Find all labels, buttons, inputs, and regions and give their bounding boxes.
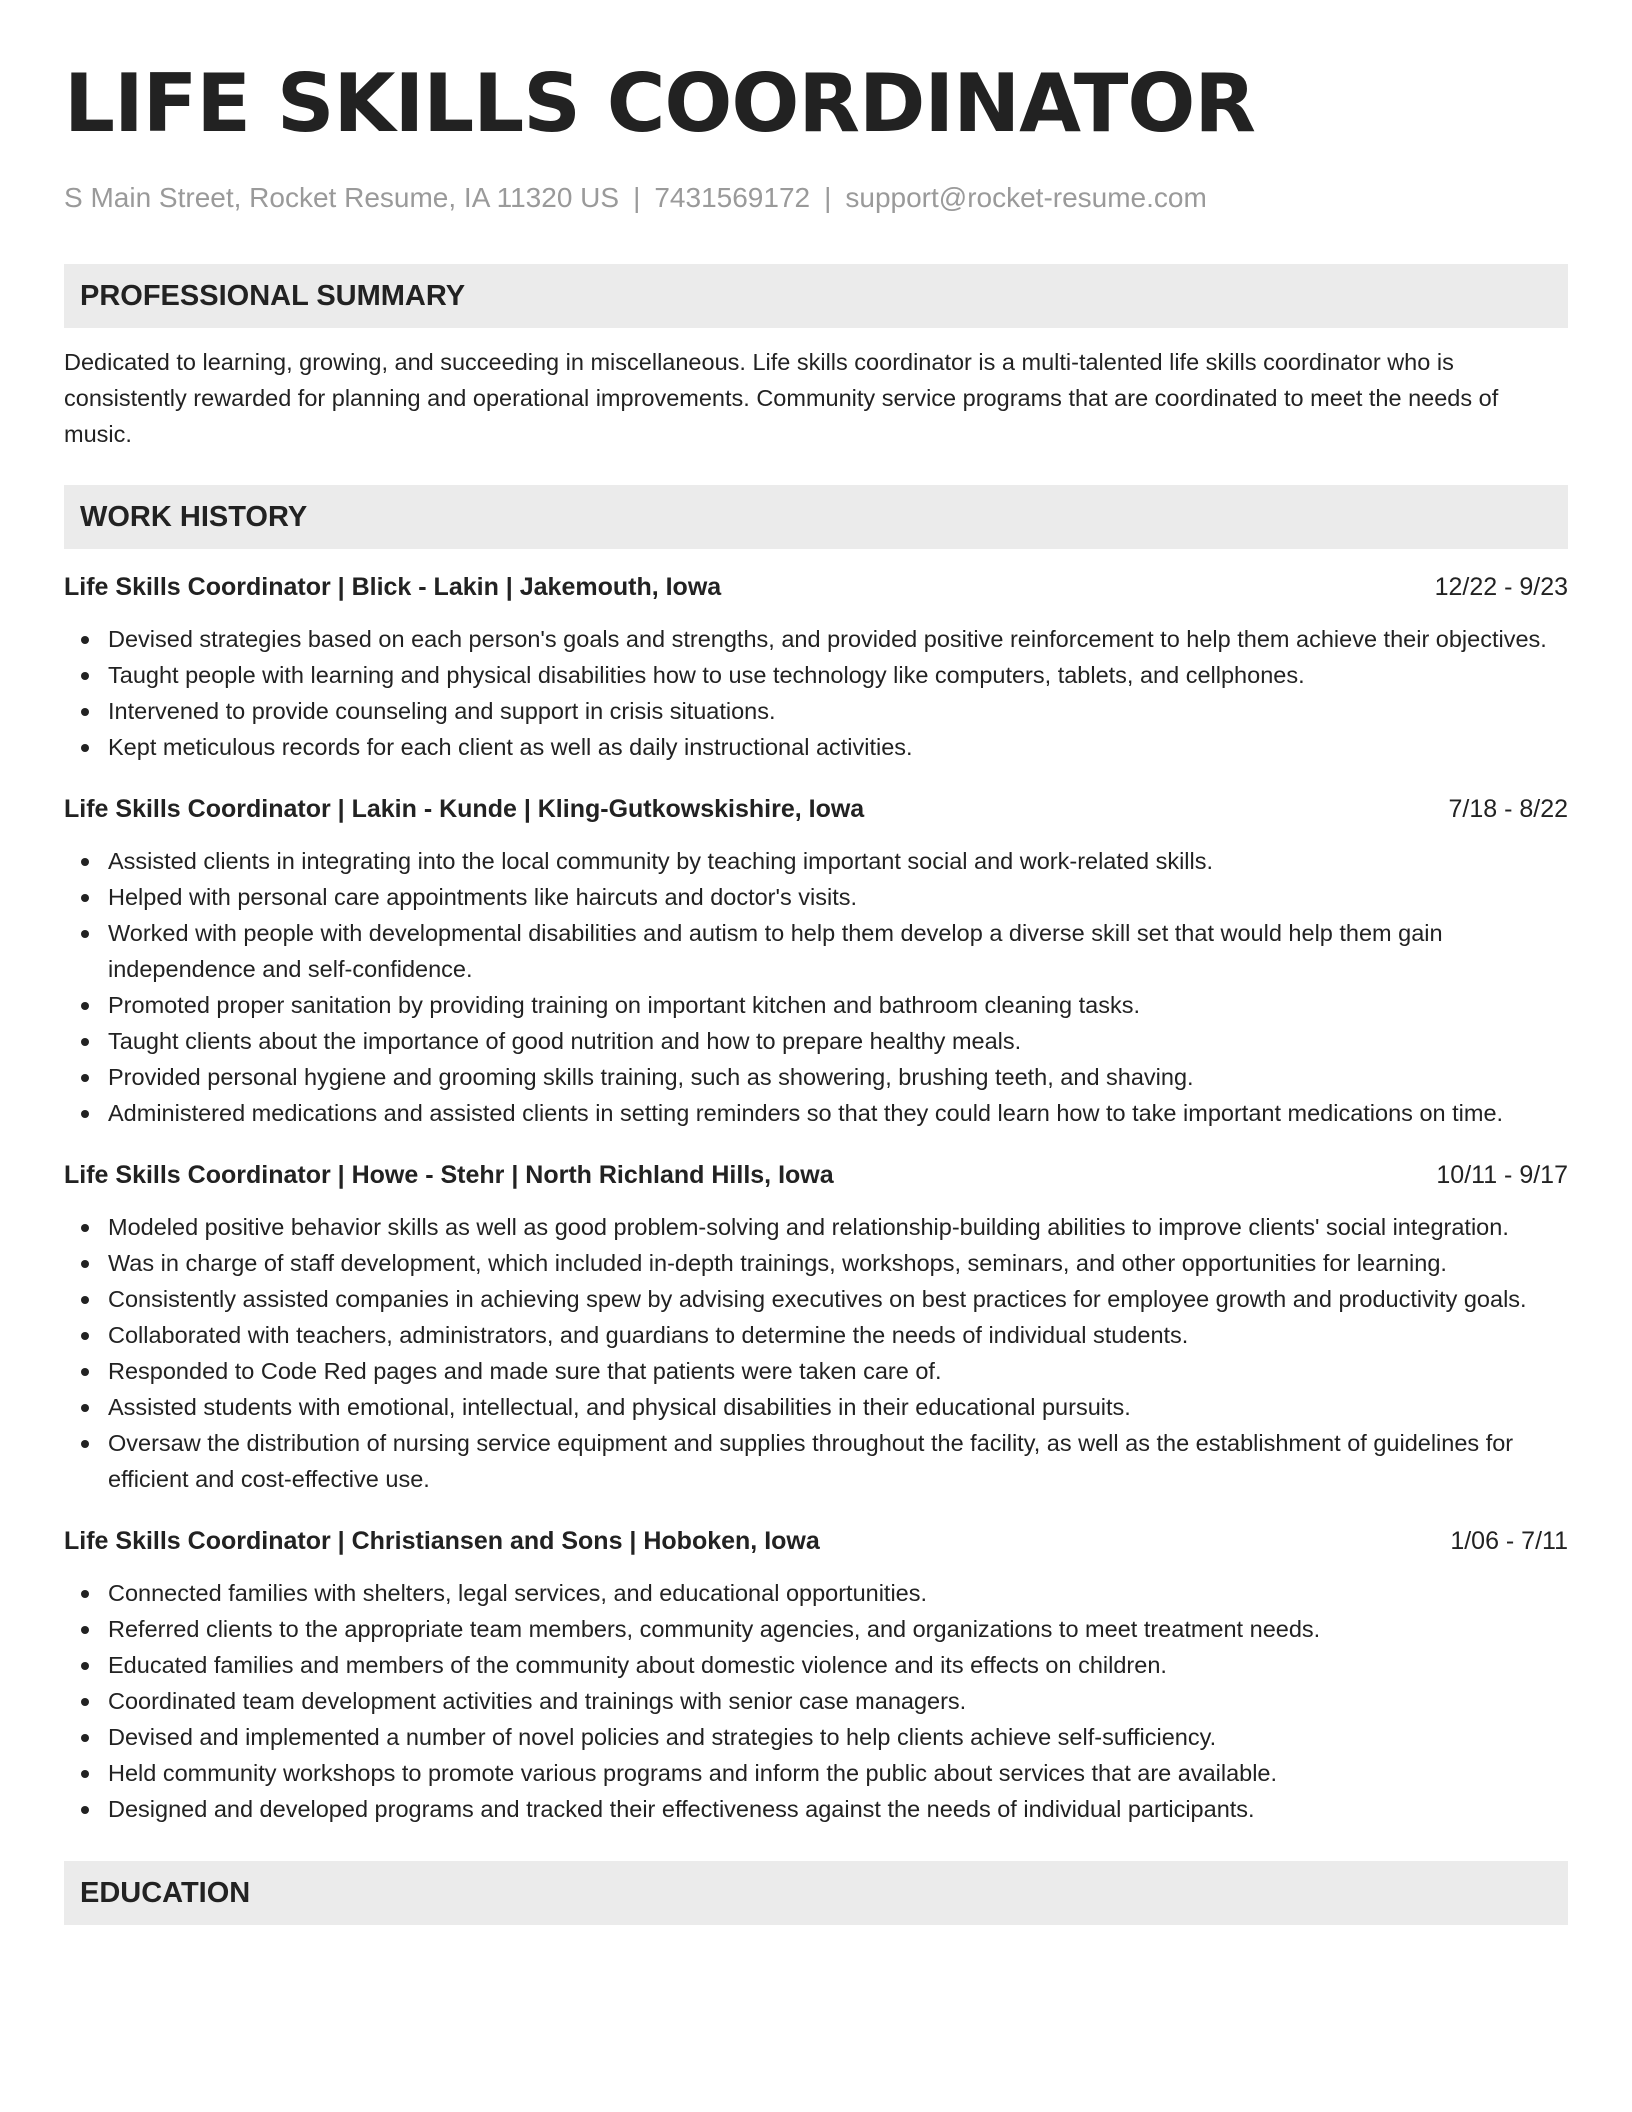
job-dates: 7/18 - 8/22 (1448, 795, 1568, 823)
section-heading-summary: PROFESSIONAL SUMMARY (64, 264, 1568, 328)
contact-separator: | (824, 182, 832, 213)
job-bullet: Kept meticulous records for each client as well as daily instructional activities. (64, 729, 1568, 765)
job-dates: 12/22 - 9/23 (1434, 573, 1568, 601)
job-header (64, 1523, 1568, 1559)
job-bullet-list (64, 621, 1568, 765)
job-bullet: Referred clients to the appropriate team members, community agencies, and organizations to meet treatment needs. (64, 1611, 1568, 1647)
contact-phone: 7431569172 (654, 182, 811, 213)
contact-email: support@rocket-resume.com (845, 182, 1207, 213)
job-dates: 1/06 - 7/11 (1450, 1527, 1568, 1555)
job-bullet: Consistently assisted companies in achieving spew by advising executives on best practices for employee growth and productivity goals. (64, 1281, 1568, 1317)
section-heading-education: EDUCATION (64, 1861, 1568, 1925)
job-entry (64, 569, 1568, 765)
job-entry (64, 1523, 1568, 1827)
job-bullet: Designed and developed programs and tracked their effectiveness against the needs of individual participants. (64, 1791, 1568, 1827)
job-title: Life Skills Coordinator | Blick - Lakin | Jakemouth, Iowa (64, 573, 722, 601)
job-bullet: Was in charge of staff development, which included in-depth trainings, workshops, seminars, and other opportunities for learning. (64, 1245, 1568, 1281)
job-header (64, 791, 1568, 827)
summary-text: Dedicated to learning, growing, and succeeding in miscellaneous. Life skills coordinator is a multi-talented life skills coordinator who is consistently rewarded for planning and operational improvements. Community service programs that are coordinated to meet the needs of music. (64, 349, 1499, 447)
job-header (64, 569, 1568, 605)
job-bullet: Helped with personal care appointments like haircuts and doctor's visits. (64, 879, 1568, 915)
job-bullet: Taught people with learning and physical disabilities how to use technology like computers, tablets, and cellphones. (64, 657, 1568, 693)
job-bullet: Held community workshops to promote various programs and inform the public about services that are available. (64, 1755, 1568, 1791)
job-bullet: Assisted clients in integrating into the local community by teaching important social and work-related skills. (64, 843, 1568, 879)
job-bullet: Connected families with shelters, legal services, and educational opportunities. (64, 1575, 1568, 1611)
job-bullet: Worked with people with developmental disabilities and autism to help them develop a diverse skill set that would help them gain independence and self-confidence. (64, 915, 1568, 987)
job-bullet-list (64, 1575, 1568, 1827)
job-entry (64, 791, 1568, 1131)
job-bullet: Taught clients about the importance of good nutrition and how to prepare healthy meals. (64, 1023, 1568, 1059)
job-bullet: Collaborated with teachers, administrators, and guardians to determine the needs of individual students. (64, 1317, 1568, 1353)
contact-address: S Main Street, Rocket Resume, IA 11320 US (64, 182, 620, 213)
job-bullet-list (64, 1209, 1568, 1497)
job-bullet: Devised and implemented a number of novel policies and strategies to help clients achieve self-sufficiency. (64, 1719, 1568, 1755)
job-title: Life Skills Coordinator | Christiansen and Sons | Hoboken, Iowa (64, 1527, 820, 1555)
job-bullet: Responded to Code Red pages and made sure that patients were taken care of. (64, 1353, 1568, 1389)
job-bullet: Modeled positive behavior skills as well as good problem-solving and relationship-building abilities to improve clients' social integration. (64, 1209, 1568, 1245)
job-bullet-list (64, 843, 1568, 1131)
job-title: Life Skills Coordinator | Howe - Stehr | North Richland Hills, Iowa (64, 1161, 834, 1189)
contact-line (64, 180, 1568, 216)
job-bullet: Administered medications and assisted clients in setting reminders so that they could learn how to take important medications on time. (64, 1095, 1568, 1131)
job-header (64, 1157, 1568, 1193)
resume-name: LIFE SKILLS COORDINATOR (64, 57, 1256, 150)
job-bullet: Devised strategies based on each person's goals and strengths, and provided positive reinforcement to help them achieve their objectives. (64, 621, 1568, 657)
job-bullet: Oversaw the distribution of nursing service equipment and supplies throughout the facility, as well as the establishment of guidelines for efficient and cost-effective use. (64, 1425, 1568, 1497)
job-bullet: Assisted students with emotional, intellectual, and physical disabilities in their educational pursuits. (64, 1389, 1568, 1425)
job-title: Life Skills Coordinator | Lakin - Kunde | Kling-Gutkowskishire, Iowa (64, 795, 865, 823)
job-bullet: Promoted proper sanitation by providing training on important kitchen and bathroom cleaning tasks. (64, 987, 1568, 1023)
contact-separator: | (633, 182, 641, 213)
job-dates: 10/11 - 9/17 (1436, 1161, 1568, 1189)
job-bullet: Provided personal hygiene and grooming skills training, such as showering, brushing teeth, and shaving. (64, 1059, 1568, 1095)
job-bullet: Intervened to provide counseling and support in crisis situations. (64, 693, 1568, 729)
job-bullet: Coordinated team development activities and trainings with senior case managers. (64, 1683, 1568, 1719)
job-entry (64, 1157, 1568, 1497)
work-history-list (64, 569, 1568, 1827)
section-heading-work-history: WORK HISTORY (64, 485, 1568, 549)
job-bullet: Educated families and members of the community about domestic violence and its effects on children. (64, 1647, 1568, 1683)
